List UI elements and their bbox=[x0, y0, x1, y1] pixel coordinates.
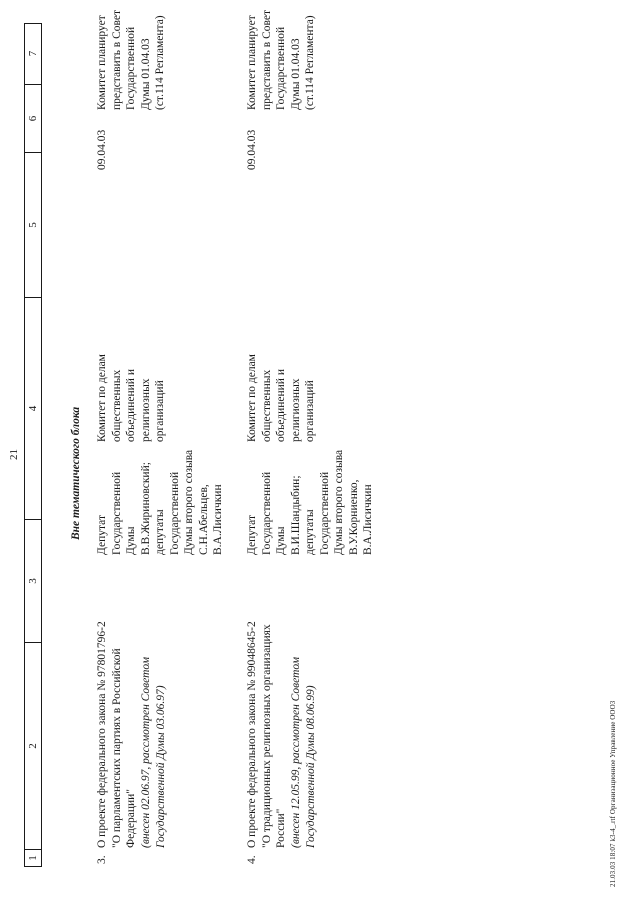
footer-print-stamp: 21.03.03 18:07 k3-4_.rtf Организационное Управление ООО3 bbox=[609, 700, 617, 887]
header-col-1: 1 bbox=[27, 855, 39, 861]
bill-note: (внесен 02.06.97, рассмотрен Советом Государственной Думы 03.06.97) bbox=[140, 656, 167, 848]
review-date: 09.04.03 bbox=[96, 129, 108, 170]
responsible-committee: Комитет по делам общественных объединений и религиозных организаций bbox=[96, 354, 166, 442]
page-number: 21 bbox=[8, 449, 20, 460]
responsible-committee: Комитет по делам общественных объединений и религиозных организаций bbox=[246, 354, 316, 442]
committee-plan: Комитет планирует представить в Совет Государственной Думы 01.04.03 (ст.114 Регламента) bbox=[246, 9, 316, 110]
header-col-7: 7 bbox=[25, 23, 41, 85]
initiators: Депутат Государственной Думы В.И.Шандыбин; депутаты Государственной Думы второго созыва В.У.Корниенко, В.А.Лисичкин bbox=[246, 449, 374, 555]
initiators: Депутат Государственной Думы В.В.Жириновский; депутаты Государственной Думы второго созыва С.Н.Абельцев, В.А.Лисичкин bbox=[96, 449, 224, 555]
bill-title: О проекте федерального закона № 99048645-2 "О традиционных религиозных организациях России" bbox=[246, 621, 287, 848]
row-number: 4. bbox=[246, 855, 258, 864]
committee-plan: Комитет планирует представить в Совет Государственной Думы 01.04.03 (ст.114 Регламента) bbox=[96, 9, 166, 110]
bill-note: (внесен 12.05.99, рассмотрен Советом Государственной Думы 08.06.99) bbox=[290, 656, 317, 848]
header-col-3: 3 bbox=[25, 520, 41, 643]
header-col-6: 6 bbox=[25, 85, 41, 153]
table-header bbox=[24, 23, 42, 867]
header-col-5: 5 bbox=[25, 153, 41, 298]
review-date: 09.04.03 bbox=[246, 129, 258, 170]
row-number: 3. bbox=[96, 855, 108, 864]
block-title: Вне тематического блока bbox=[70, 406, 82, 540]
bill-title: О проекте федерального закона № 97801796-2 "О парламентских партиях в Российской Федерации" bbox=[96, 621, 137, 848]
header-col-4: 4 bbox=[25, 298, 41, 520]
header-col-2: 2 bbox=[25, 643, 41, 850]
